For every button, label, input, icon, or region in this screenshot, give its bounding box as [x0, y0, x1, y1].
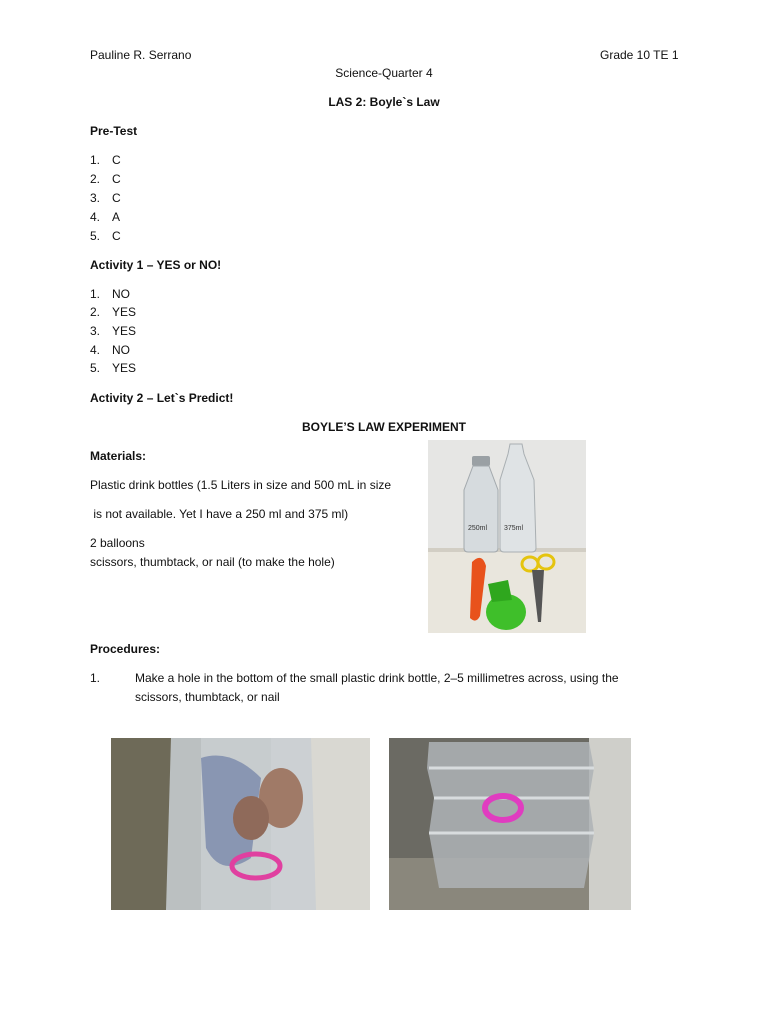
activity1-item: 2. YES — [90, 305, 137, 319]
grade-section: Grade 10 TE 1 — [600, 48, 679, 62]
document-title: LAS 2: Boyle`s Law — [328, 95, 440, 109]
materials-text: scissors, thumbtack, or nail (to make the hole) — [90, 555, 335, 569]
step-text: Make a hole in the bottom of the small plastic drink bottle, 2–5 millimetres across, using the — [135, 671, 619, 685]
materials-text: is not available. Yet I have a 250 ml and 375 ml) — [90, 507, 349, 521]
materials-text: Plastic drink bottles (1.5 Liters in size and 500 mL in size — [90, 478, 392, 492]
procedures-heading: Procedures: — [90, 642, 161, 656]
activity2-heading: Activity 2 – Let`s Predict! — [90, 391, 234, 405]
activity1-item: 5. YES — [90, 361, 137, 375]
activity1-item: 3. YES — [90, 324, 137, 338]
pretest-item: 4. A — [90, 210, 121, 224]
pretest-item: 3. C — [90, 191, 121, 205]
experiment-title: BOYLE’S LAW EXPERIMENT — [301, 420, 466, 434]
bottle-hole-photo-left — [111, 738, 370, 910]
pretest-heading: Pre-Test — [90, 124, 138, 138]
bottle-hole-photo-right — [389, 738, 631, 910]
activity1-item: 4. NO — [90, 343, 130, 357]
svg-text:250ml: 250ml — [468, 525, 488, 532]
subject-line: Science-Quarter 4 — [335, 66, 433, 80]
materials-heading: Materials: — [90, 449, 147, 463]
materials-text: 2 balloons — [90, 536, 145, 550]
pretest-item: 2. C — [90, 172, 121, 186]
pretest-item: 5. C — [90, 229, 121, 243]
activity1-item: 1. NO — [90, 287, 130, 301]
student-name: Pauline R. Serrano — [90, 48, 192, 62]
svg-text:375ml: 375ml — [504, 525, 524, 532]
materials-photo — [428, 440, 586, 633]
step-number: 1. — [90, 671, 101, 685]
step-text: scissors, thumbtack, or nail — [135, 690, 280, 704]
pretest-item: 1. C — [90, 153, 121, 167]
activity1-heading: Activity 1 – YES or NO! — [90, 258, 222, 272]
